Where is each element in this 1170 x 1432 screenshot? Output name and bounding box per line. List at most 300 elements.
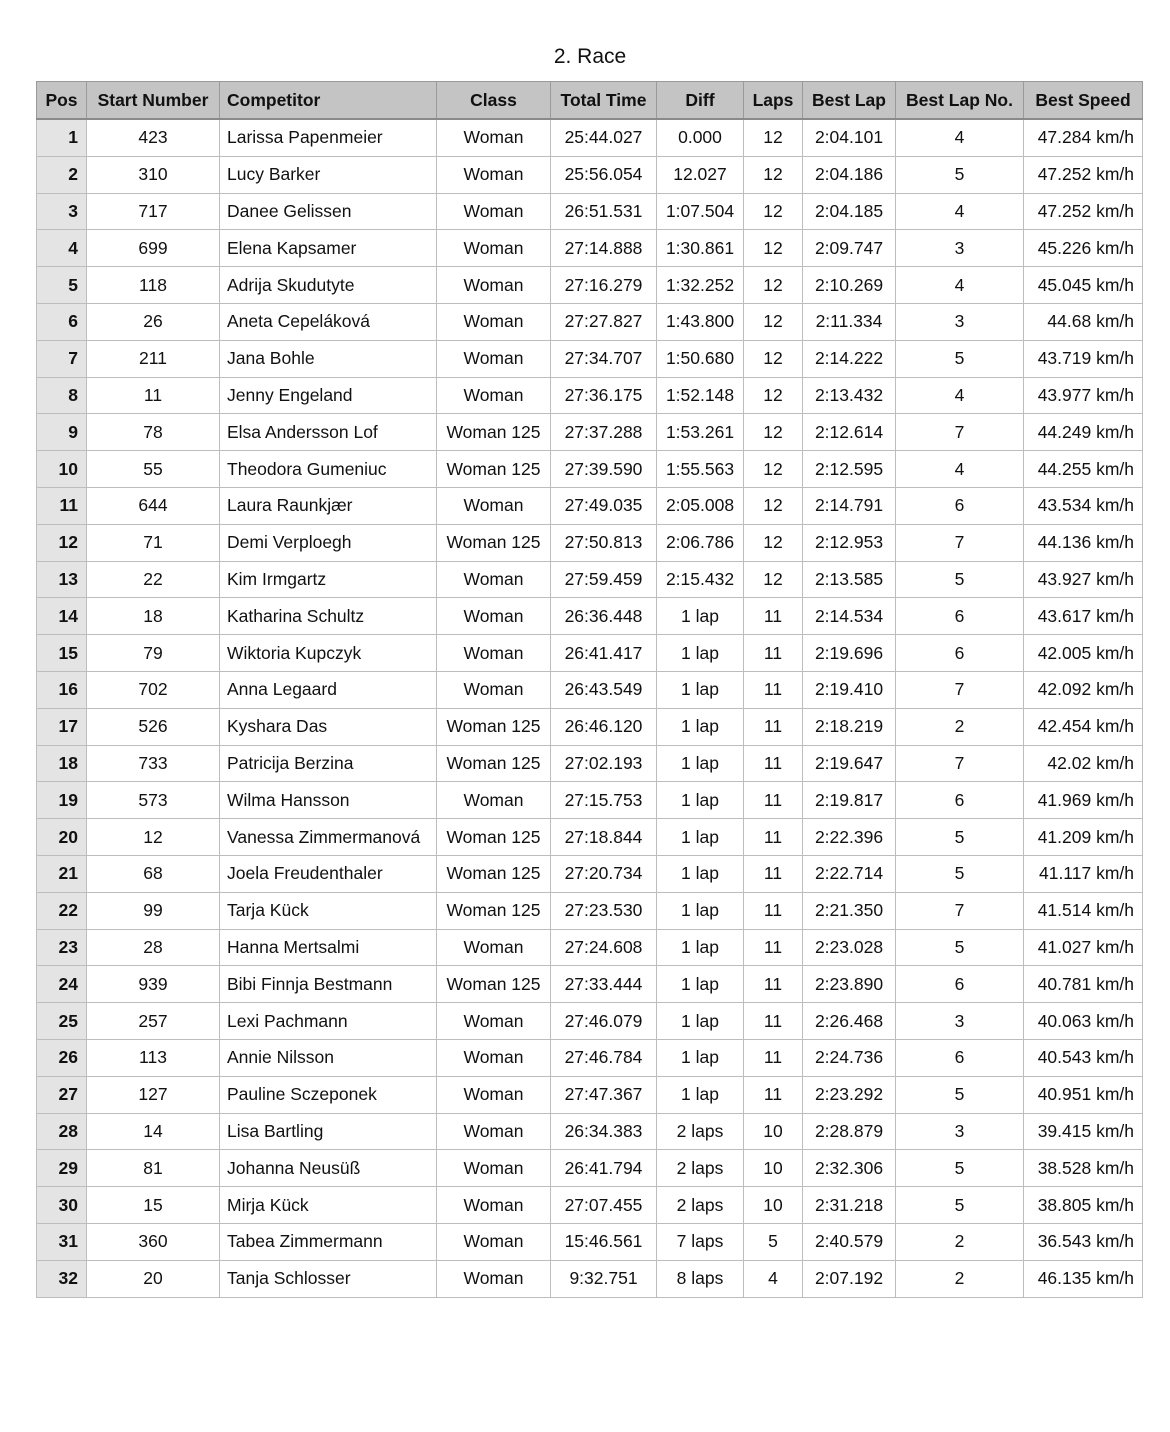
- table-row: [37, 782, 1143, 819]
- cell-diff: 1:43.800: [657, 303, 744, 340]
- cell-class: Woman 125: [437, 524, 551, 561]
- column-header-total-time: Total Time: [551, 82, 657, 120]
- cell-competitor: Tabea Zimmermann: [220, 1223, 437, 1260]
- cell-competitor: Adrija Skudutyte: [220, 267, 437, 304]
- cell-best-lap-no: 4: [896, 377, 1024, 414]
- cell-laps: 12: [744, 524, 803, 561]
- cell-start-number: 11: [87, 377, 220, 414]
- cell-laps: 12: [744, 377, 803, 414]
- cell-start-number: 702: [87, 671, 220, 708]
- cell-class: Woman: [437, 193, 551, 230]
- cell-laps: 11: [744, 745, 803, 782]
- cell-best-lap: 2:12.953: [803, 524, 896, 561]
- cell-best-lap-no: 6: [896, 1039, 1024, 1076]
- cell-best-lap: 2:10.269: [803, 267, 896, 304]
- page-title: 2. Race: [553, 45, 627, 68]
- table-row: [37, 487, 1143, 524]
- cell-best-speed: 41.117 km/h: [1024, 855, 1143, 892]
- table-row: [37, 1223, 1143, 1260]
- cell-start-number: 573: [87, 782, 220, 819]
- cell-pos: 9: [37, 414, 87, 451]
- cell-best-lap-no: 2: [896, 1223, 1024, 1260]
- cell-start-number: 939: [87, 966, 220, 1003]
- cell-laps: 12: [744, 451, 803, 488]
- cell-competitor: Lisa Bartling: [220, 1113, 437, 1150]
- cell-total-time: 26:43.549: [551, 671, 657, 708]
- cell-best-lap-no: 5: [896, 1150, 1024, 1187]
- cell-best-speed: 42.454 km/h: [1024, 708, 1143, 745]
- cell-best-lap: 2:12.595: [803, 451, 896, 488]
- table-row: [37, 929, 1143, 966]
- cell-total-time: 27:27.827: [551, 303, 657, 340]
- cell-laps: 10: [744, 1113, 803, 1150]
- cell-best-lap-no: 2: [896, 1260, 1024, 1297]
- cell-competitor: Mirja Kück: [220, 1187, 437, 1224]
- cell-best-lap-no: 3: [896, 1113, 1024, 1150]
- cell-pos: 27: [37, 1076, 87, 1113]
- cell-pos: 18: [37, 745, 87, 782]
- cell-best-lap-no: 5: [896, 1076, 1024, 1113]
- cell-diff: 1:32.252: [657, 267, 744, 304]
- table-row: [37, 156, 1143, 193]
- cell-diff: 1 lap: [657, 1039, 744, 1076]
- cell-best-lap-no: 7: [896, 745, 1024, 782]
- cell-start-number: 18: [87, 598, 220, 635]
- cell-laps: 12: [744, 267, 803, 304]
- cell-competitor: Bibi Finnja Bestmann: [220, 966, 437, 1003]
- cell-best-speed: 46.135 km/h: [1024, 1260, 1143, 1297]
- cell-class: Woman: [437, 1260, 551, 1297]
- cell-best-lap: 2:21.350: [803, 892, 896, 929]
- cell-diff: 2:15.432: [657, 561, 744, 598]
- cell-start-number: 68: [87, 855, 220, 892]
- cell-best-speed: 41.027 km/h: [1024, 929, 1143, 966]
- cell-pos: 32: [37, 1260, 87, 1297]
- cell-competitor: Theodora Gumeniuc: [220, 451, 437, 488]
- cell-diff: 0.000: [657, 119, 744, 156]
- cell-total-time: 27:49.035: [551, 487, 657, 524]
- cell-diff: 1:50.680: [657, 340, 744, 377]
- cell-pos: 19: [37, 782, 87, 819]
- cell-total-time: 27:36.175: [551, 377, 657, 414]
- cell-best-lap: 2:14.222: [803, 340, 896, 377]
- cell-total-time: 27:46.784: [551, 1039, 657, 1076]
- cell-pos: 30: [37, 1187, 87, 1224]
- cell-start-number: 526: [87, 708, 220, 745]
- cell-diff: 2:06.786: [657, 524, 744, 561]
- cell-pos: 5: [37, 267, 87, 304]
- header-row: [37, 82, 1143, 120]
- cell-laps: 12: [744, 119, 803, 156]
- cell-diff: 1 lap: [657, 929, 744, 966]
- cell-competitor: Wilma Hansson: [220, 782, 437, 819]
- cell-total-time: 9:32.751: [551, 1260, 657, 1297]
- cell-total-time: 27:39.590: [551, 451, 657, 488]
- cell-class: Woman: [437, 671, 551, 708]
- cell-competitor: Jana Bohle: [220, 340, 437, 377]
- cell-laps: 12: [744, 156, 803, 193]
- cell-class: Woman: [437, 487, 551, 524]
- cell-class: Woman: [437, 782, 551, 819]
- cell-best-speed: 42.092 km/h: [1024, 671, 1143, 708]
- cell-total-time: 26:41.417: [551, 635, 657, 672]
- cell-best-lap: 2:04.101: [803, 119, 896, 156]
- cell-diff: 1:07.504: [657, 193, 744, 230]
- table-row: [37, 561, 1143, 598]
- table-row: [37, 1150, 1143, 1187]
- table-row: [37, 966, 1143, 1003]
- table-row: [37, 819, 1143, 856]
- cell-best-speed: 44.136 km/h: [1024, 524, 1143, 561]
- table-row: [37, 193, 1143, 230]
- cell-best-lap-no: 5: [896, 819, 1024, 856]
- table-row: [37, 745, 1143, 782]
- cell-best-lap: 2:11.334: [803, 303, 896, 340]
- cell-best-lap: 2:14.534: [803, 598, 896, 635]
- cell-pos: 14: [37, 598, 87, 635]
- cell-start-number: 717: [87, 193, 220, 230]
- cell-best-speed: 44.68 km/h: [1024, 303, 1143, 340]
- cell-best-lap: 2:13.432: [803, 377, 896, 414]
- cell-pos: 7: [37, 340, 87, 377]
- cell-competitor: Lucy Barker: [220, 156, 437, 193]
- cell-competitor: Elsa Andersson Lof: [220, 414, 437, 451]
- cell-start-number: 310: [87, 156, 220, 193]
- cell-best-speed: 45.045 km/h: [1024, 267, 1143, 304]
- cell-class: Woman 125: [437, 414, 551, 451]
- cell-best-lap: 2:23.292: [803, 1076, 896, 1113]
- cell-total-time: 25:44.027: [551, 119, 657, 156]
- cell-diff: 2 laps: [657, 1113, 744, 1150]
- cell-best-lap: 2:22.714: [803, 855, 896, 892]
- cell-total-time: 27:50.813: [551, 524, 657, 561]
- cell-start-number: 71: [87, 524, 220, 561]
- cell-total-time: 27:23.530: [551, 892, 657, 929]
- cell-laps: 12: [744, 487, 803, 524]
- cell-best-speed: 44.249 km/h: [1024, 414, 1143, 451]
- cell-start-number: 78: [87, 414, 220, 451]
- cell-laps: 11: [744, 929, 803, 966]
- cell-start-number: 113: [87, 1039, 220, 1076]
- cell-laps: 11: [744, 1039, 803, 1076]
- cell-total-time: 27:15.753: [551, 782, 657, 819]
- cell-best-lap-no: 5: [896, 340, 1024, 377]
- table-row: [37, 340, 1143, 377]
- cell-start-number: 423: [87, 119, 220, 156]
- table-row: [37, 598, 1143, 635]
- cell-total-time: 27:47.367: [551, 1076, 657, 1113]
- cell-competitor: Jenny Engeland: [220, 377, 437, 414]
- cell-start-number: 14: [87, 1113, 220, 1150]
- cell-best-lap: 2:18.219: [803, 708, 896, 745]
- cell-class: Woman: [437, 1187, 551, 1224]
- column-header-competitor: Competitor: [220, 82, 437, 120]
- cell-diff: 1:55.563: [657, 451, 744, 488]
- cell-best-speed: 38.805 km/h: [1024, 1187, 1143, 1224]
- cell-pos: 11: [37, 487, 87, 524]
- cell-competitor: Anna Legaard: [220, 671, 437, 708]
- cell-competitor: Lexi Pachmann: [220, 1003, 437, 1040]
- cell-pos: 26: [37, 1039, 87, 1076]
- cell-best-speed: 47.284 km/h: [1024, 119, 1143, 156]
- cell-best-lap-no: 7: [896, 671, 1024, 708]
- table-row: [37, 1076, 1143, 1113]
- cell-start-number: 79: [87, 635, 220, 672]
- cell-best-lap-no: 6: [896, 635, 1024, 672]
- cell-best-lap: 2:32.306: [803, 1150, 896, 1187]
- cell-class: Woman: [437, 635, 551, 672]
- cell-diff: 8 laps: [657, 1260, 744, 1297]
- cell-total-time: 26:51.531: [551, 193, 657, 230]
- cell-best-lap: 2:40.579: [803, 1223, 896, 1260]
- table-row: [37, 635, 1143, 672]
- cell-best-lap-no: 3: [896, 303, 1024, 340]
- column-header-class: Class: [437, 82, 551, 120]
- table-row: [37, 1003, 1143, 1040]
- cell-start-number: 55: [87, 451, 220, 488]
- cell-diff: 1 lap: [657, 819, 744, 856]
- cell-start-number: 211: [87, 340, 220, 377]
- cell-diff: 1:30.861: [657, 230, 744, 267]
- table-row: [37, 303, 1143, 340]
- cell-best-lap-no: 3: [896, 1003, 1024, 1040]
- cell-total-time: 26:34.383: [551, 1113, 657, 1150]
- column-header-best-lap-no: Best Lap No.: [896, 82, 1024, 120]
- cell-competitor: Tanja Schlosser: [220, 1260, 437, 1297]
- cell-best-lap-no: 6: [896, 487, 1024, 524]
- cell-best-lap-no: 2: [896, 708, 1024, 745]
- cell-diff: 1 lap: [657, 892, 744, 929]
- cell-competitor: Pauline Sczeponek: [220, 1076, 437, 1113]
- cell-total-time: 27:18.844: [551, 819, 657, 856]
- cell-pos: 31: [37, 1223, 87, 1260]
- cell-class: Woman: [437, 1076, 551, 1113]
- cell-best-speed: 40.951 km/h: [1024, 1076, 1143, 1113]
- cell-diff: 12.027: [657, 156, 744, 193]
- cell-class: Woman: [437, 1223, 551, 1260]
- cell-pos: 4: [37, 230, 87, 267]
- cell-pos: 2: [37, 156, 87, 193]
- cell-best-lap-no: 5: [896, 561, 1024, 598]
- cell-total-time: 26:46.120: [551, 708, 657, 745]
- cell-laps: 11: [744, 635, 803, 672]
- cell-laps: 12: [744, 230, 803, 267]
- cell-best-speed: 43.534 km/h: [1024, 487, 1143, 524]
- cell-class: Woman: [437, 1113, 551, 1150]
- cell-best-lap-no: 3: [896, 230, 1024, 267]
- cell-class: Woman: [437, 119, 551, 156]
- cell-best-lap: 2:26.468: [803, 1003, 896, 1040]
- cell-best-lap: 2:07.192: [803, 1260, 896, 1297]
- cell-total-time: 27:07.455: [551, 1187, 657, 1224]
- cell-competitor: Laura Raunkjær: [220, 487, 437, 524]
- cell-pos: 28: [37, 1113, 87, 1150]
- cell-class: Woman: [437, 303, 551, 340]
- cell-best-speed: 38.528 km/h: [1024, 1150, 1143, 1187]
- cell-pos: 16: [37, 671, 87, 708]
- column-header-pos: Pos: [37, 82, 87, 120]
- cell-class: Woman 125: [437, 966, 551, 1003]
- cell-pos: 8: [37, 377, 87, 414]
- cell-laps: 11: [744, 671, 803, 708]
- cell-laps: 11: [744, 819, 803, 856]
- cell-laps: 12: [744, 340, 803, 377]
- cell-competitor: Danee Gelissen: [220, 193, 437, 230]
- cell-best-lap-no: 4: [896, 193, 1024, 230]
- cell-pos: 10: [37, 451, 87, 488]
- cell-pos: 20: [37, 819, 87, 856]
- column-header-diff: Diff: [657, 82, 744, 120]
- cell-competitor: Annie Nilsson: [220, 1039, 437, 1076]
- table-row: [37, 524, 1143, 561]
- cell-pos: 17: [37, 708, 87, 745]
- table-row: [37, 1113, 1143, 1150]
- cell-laps: 11: [744, 708, 803, 745]
- cell-best-lap: 2:19.696: [803, 635, 896, 672]
- table-row: [37, 1039, 1143, 1076]
- cell-total-time: 27:37.288: [551, 414, 657, 451]
- cell-competitor: Elena Kapsamer: [220, 230, 437, 267]
- cell-best-lap: 2:14.791: [803, 487, 896, 524]
- cell-laps: 11: [744, 966, 803, 1003]
- cell-best-lap-no: 5: [896, 855, 1024, 892]
- cell-best-speed: 36.543 km/h: [1024, 1223, 1143, 1260]
- cell-start-number: 733: [87, 745, 220, 782]
- cell-pos: 12: [37, 524, 87, 561]
- table-row: [37, 267, 1143, 304]
- cell-diff: 1 lap: [657, 966, 744, 1003]
- table-row: [37, 451, 1143, 488]
- cell-diff: 1 lap: [657, 782, 744, 819]
- table-row: [37, 119, 1143, 156]
- cell-diff: 7 laps: [657, 1223, 744, 1260]
- cell-start-number: 28: [87, 929, 220, 966]
- cell-start-number: 12: [87, 819, 220, 856]
- cell-best-speed: 45.226 km/h: [1024, 230, 1143, 267]
- cell-best-lap: 2:19.817: [803, 782, 896, 819]
- cell-pos: 15: [37, 635, 87, 672]
- cell-best-speed: 39.415 km/h: [1024, 1113, 1143, 1150]
- cell-class: Woman 125: [437, 451, 551, 488]
- cell-total-time: 27:59.459: [551, 561, 657, 598]
- cell-diff: 2 laps: [657, 1187, 744, 1224]
- cell-start-number: 26: [87, 303, 220, 340]
- cell-best-lap: 2:04.185: [803, 193, 896, 230]
- cell-best-lap: 2:04.186: [803, 156, 896, 193]
- cell-best-speed: 41.514 km/h: [1024, 892, 1143, 929]
- cell-total-time: 27:20.734: [551, 855, 657, 892]
- cell-total-time: 26:36.448: [551, 598, 657, 635]
- cell-laps: 11: [744, 1003, 803, 1040]
- cell-best-lap: 2:19.647: [803, 745, 896, 782]
- cell-competitor: Aneta Cepeláková: [220, 303, 437, 340]
- cell-best-lap: 2:09.747: [803, 230, 896, 267]
- cell-diff: 1 lap: [657, 1076, 744, 1113]
- cell-competitor: Hanna Mertsalmi: [220, 929, 437, 966]
- cell-competitor: Joela Freudenthaler: [220, 855, 437, 892]
- cell-competitor: Tarja Kück: [220, 892, 437, 929]
- cell-best-lap: 2:28.879: [803, 1113, 896, 1150]
- cell-best-lap: 2:24.736: [803, 1039, 896, 1076]
- cell-diff: 1 lap: [657, 671, 744, 708]
- cell-total-time: 27:02.193: [551, 745, 657, 782]
- table-row: [37, 414, 1143, 451]
- cell-diff: 2 laps: [657, 1150, 744, 1187]
- cell-diff: 1 lap: [657, 635, 744, 672]
- cell-best-lap-no: 5: [896, 1187, 1024, 1224]
- cell-pos: 1: [37, 119, 87, 156]
- cell-diff: 1:52.148: [657, 377, 744, 414]
- cell-laps: 11: [744, 855, 803, 892]
- cell-start-number: 20: [87, 1260, 220, 1297]
- cell-competitor: Wiktoria Kupczyk: [220, 635, 437, 672]
- cell-best-lap-no: 7: [896, 414, 1024, 451]
- cell-total-time: 27:14.888: [551, 230, 657, 267]
- cell-best-lap-no: 5: [896, 929, 1024, 966]
- cell-competitor: Patricija Berzina: [220, 745, 437, 782]
- cell-start-number: 699: [87, 230, 220, 267]
- cell-class: Woman: [437, 340, 551, 377]
- cell-laps: 11: [744, 782, 803, 819]
- cell-diff: 1 lap: [657, 1003, 744, 1040]
- cell-start-number: 118: [87, 267, 220, 304]
- cell-best-speed: 43.617 km/h: [1024, 598, 1143, 635]
- cell-competitor: Kyshara Das: [220, 708, 437, 745]
- cell-total-time: 27:34.707: [551, 340, 657, 377]
- cell-class: Woman: [437, 1039, 551, 1076]
- results-body: [37, 119, 1143, 1297]
- cell-best-speed: 41.209 km/h: [1024, 819, 1143, 856]
- cell-diff: 1 lap: [657, 598, 744, 635]
- cell-best-speed: 47.252 km/h: [1024, 156, 1143, 193]
- cell-total-time: 25:56.054: [551, 156, 657, 193]
- cell-best-lap-no: 4: [896, 267, 1024, 304]
- cell-best-lap-no: 7: [896, 524, 1024, 561]
- cell-best-lap-no: 5: [896, 156, 1024, 193]
- cell-laps: 11: [744, 598, 803, 635]
- cell-best-lap: 2:31.218: [803, 1187, 896, 1224]
- cell-best-lap-no: 6: [896, 966, 1024, 1003]
- column-header-best-lap: Best Lap: [803, 82, 896, 120]
- cell-best-speed: 40.543 km/h: [1024, 1039, 1143, 1076]
- cell-laps: 12: [744, 303, 803, 340]
- cell-best-lap-no: 7: [896, 892, 1024, 929]
- table-row: [37, 671, 1143, 708]
- cell-class: Woman 125: [437, 745, 551, 782]
- cell-class: Woman: [437, 377, 551, 414]
- cell-best-lap: 2:19.410: [803, 671, 896, 708]
- cell-pos: 29: [37, 1150, 87, 1187]
- cell-best-speed: 43.927 km/h: [1024, 561, 1143, 598]
- table-row: [37, 855, 1143, 892]
- cell-laps: 12: [744, 414, 803, 451]
- table-row: [37, 1187, 1143, 1224]
- cell-start-number: 99: [87, 892, 220, 929]
- cell-best-lap-no: 6: [896, 598, 1024, 635]
- cell-competitor: Demi Verploegh: [220, 524, 437, 561]
- cell-class: Woman 125: [437, 708, 551, 745]
- column-header-start-number: Start Number: [87, 82, 220, 120]
- cell-class: Woman: [437, 156, 551, 193]
- cell-diff: 2:05.008: [657, 487, 744, 524]
- cell-total-time: 15:46.561: [551, 1223, 657, 1260]
- cell-laps: 11: [744, 1076, 803, 1113]
- cell-best-speed: 42.005 km/h: [1024, 635, 1143, 672]
- cell-best-speed: 43.977 km/h: [1024, 377, 1143, 414]
- cell-diff: 1 lap: [657, 745, 744, 782]
- cell-pos: 24: [37, 966, 87, 1003]
- cell-best-speed: 43.719 km/h: [1024, 340, 1143, 377]
